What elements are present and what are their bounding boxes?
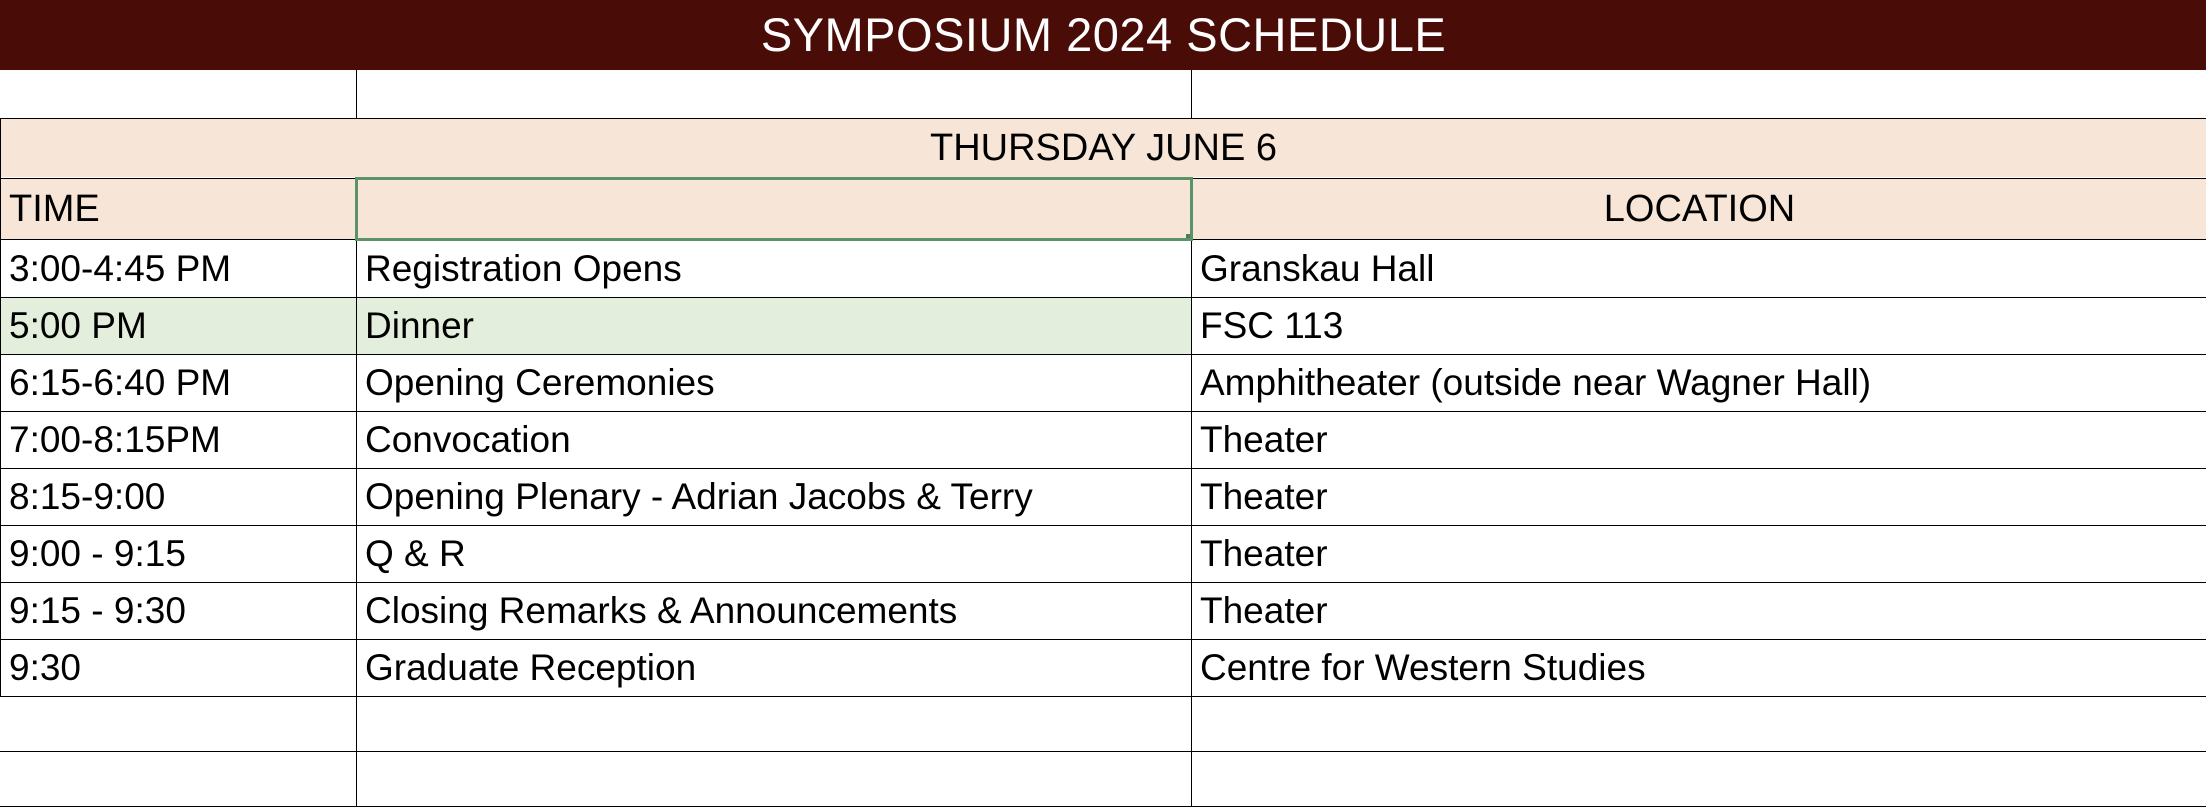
spacer-cell-session[interactable] bbox=[357, 70, 1192, 119]
cell-location[interactable] bbox=[1192, 752, 2206, 807]
cell-session[interactable]: Registration Opens bbox=[357, 240, 1192, 298]
cell-session[interactable]: Q & R bbox=[357, 526, 1192, 583]
cell-session[interactable] bbox=[357, 697, 1192, 752]
spacer-cell-time[interactable] bbox=[1, 70, 357, 119]
column-header-row bbox=[1, 179, 2206, 240]
cell-session[interactable] bbox=[357, 752, 1192, 807]
cell-location[interactable]: Theater bbox=[1192, 412, 2206, 469]
cell-time[interactable]: 9:30 bbox=[1, 640, 357, 697]
cell-time[interactable]: 9:15 - 9:30 bbox=[1, 583, 357, 640]
cell-time[interactable]: 6:15-6:40 PM bbox=[1, 355, 357, 412]
cell-time[interactable] bbox=[1, 697, 357, 752]
cell-location[interactable]: Centre for Western Studies bbox=[1192, 640, 2206, 697]
page-title: SYMPOSIUM 2024 SCHEDULE bbox=[1, 1, 2206, 70]
table-row-blank bbox=[1, 697, 2206, 752]
cell-time[interactable] bbox=[1, 752, 357, 807]
title-row bbox=[1, 1, 2206, 70]
cell-location[interactable]: Theater bbox=[1192, 469, 2206, 526]
cell-session[interactable]: Dinner bbox=[357, 298, 1192, 355]
cell-location[interactable]: FSC 113 bbox=[1192, 298, 2206, 355]
cell-location[interactable]: Granskau Hall bbox=[1192, 240, 2206, 298]
table-row bbox=[1, 640, 2206, 697]
cell-location[interactable]: Amphitheater (outside near Wagner Hall) bbox=[1192, 355, 2206, 412]
cell-time[interactable]: 3:00-4:45 PM bbox=[1, 240, 357, 298]
column-header-time[interactable]: TIME bbox=[1, 179, 357, 240]
spacer-cell-location[interactable] bbox=[1192, 70, 2206, 119]
cell-time[interactable]: 9:00 - 9:15 bbox=[1, 526, 357, 583]
column-header-location[interactable]: LOCATION bbox=[1192, 179, 2206, 240]
table-row-blank bbox=[1, 752, 2206, 807]
cell-location[interactable] bbox=[1192, 697, 2206, 752]
cell-session[interactable]: Opening Plenary - Adrian Jacobs & Terry bbox=[357, 469, 1192, 526]
table-row bbox=[1, 469, 2206, 526]
table-row bbox=[1, 240, 2206, 298]
table-row bbox=[1, 583, 2206, 640]
cell-time[interactable]: 7:00-8:15PM bbox=[1, 412, 357, 469]
table-row bbox=[1, 298, 2206, 355]
table-row bbox=[1, 526, 2206, 583]
day-banner-row bbox=[1, 119, 2206, 179]
cell-location[interactable]: Theater bbox=[1192, 583, 2206, 640]
cell-location[interactable]: Theater bbox=[1192, 526, 2206, 583]
spacer-row bbox=[1, 70, 2206, 119]
table-row bbox=[1, 412, 2206, 469]
day-banner[interactable]: THURSDAY JUNE 6 bbox=[1, 119, 2206, 179]
column-header-session[interactable] bbox=[357, 179, 1192, 240]
cell-session[interactable]: Opening Ceremonies bbox=[357, 355, 1192, 412]
cell-time[interactable]: 5:00 PM bbox=[1, 298, 357, 355]
table-row bbox=[1, 355, 2206, 412]
cell-session[interactable]: Convocation bbox=[357, 412, 1192, 469]
cell-time[interactable]: 8:15-9:00 bbox=[1, 469, 357, 526]
cell-session[interactable]: Graduate Reception bbox=[357, 640, 1192, 697]
cell-session[interactable]: Closing Remarks & Announcements bbox=[357, 583, 1192, 640]
